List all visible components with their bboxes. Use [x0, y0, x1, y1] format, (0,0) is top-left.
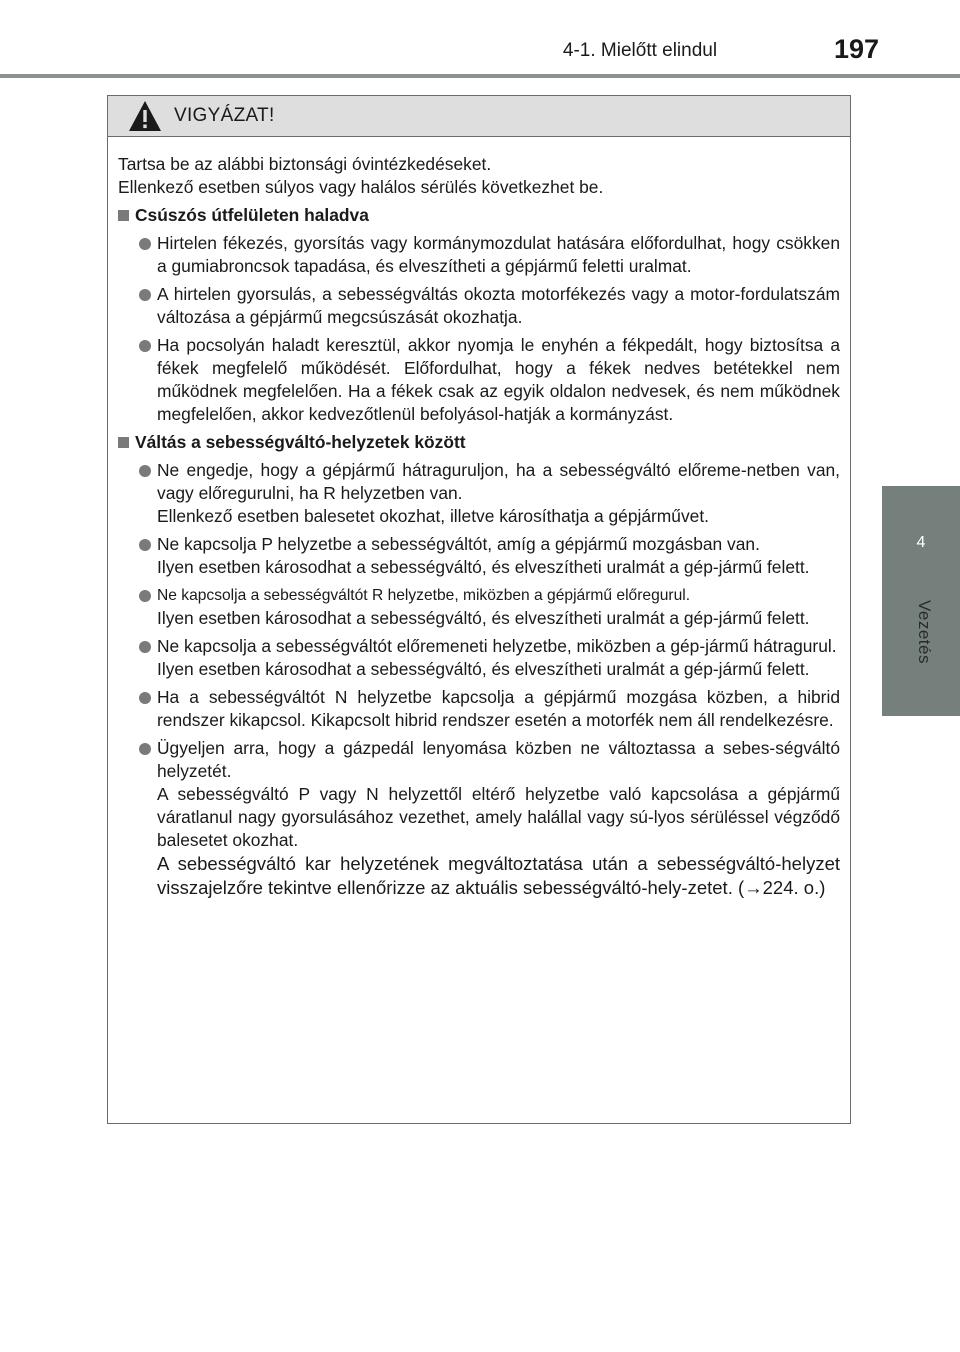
item-text: Hirtelen fékezés, gyorsítás vagy kormánymozdulat hatására előfordulhat, hogy csökken a gumiabroncsok tapadása, és elveszítheti a gépjármű feletti uralmat.: [157, 233, 840, 276]
item-note: Ilyen esetben károsodhat a sebességváltó, és elveszítheti uralmát a gép-jármű felett.: [157, 659, 810, 679]
item-text: Ne kapcsolja a sebességváltót előremeneti helyzetbe, miközben a gép-jármű hátragurul.: [157, 636, 837, 656]
list-item: [118, 635, 840, 681]
square-bullet-icon: [118, 210, 129, 221]
bullet-icon: [139, 590, 151, 602]
warning-box: [107, 95, 851, 1124]
chapter-number: 4: [916, 534, 926, 551]
list-item: [118, 737, 840, 852]
square-bullet-icon: [118, 437, 129, 448]
warning-title: VIGYÁZAT!: [174, 105, 275, 126]
bullet-icon: [139, 539, 151, 551]
item-note: A sebességváltó P vagy N helyzettől eltérő helyzetbe való kapcsolása a gépjármű váratlanul nagy gyorsulásához vezethet, amely halállal vagy sú-lyos sérüléssel végződő balesetet okozhat.: [157, 784, 840, 850]
item-text: Ne kapcsolja P helyzetbe a sebességváltót, amíg a gépjármű mozgásban van.: [157, 534, 760, 554]
warning-body: [108, 137, 850, 900]
item-note: Ilyen esetben károsodhat a sebességváltó, és elveszítheti uralmát a gép-jármű felett.: [157, 608, 810, 628]
section-heading: Csúszós útfelületen haladva: [118, 204, 840, 227]
bullet-icon: [139, 692, 151, 704]
intro-line: Ellenkező esetben súlyos vagy halálos sérülés következhet be.: [118, 177, 604, 197]
list-item: [118, 232, 840, 278]
bullet-icon: [139, 465, 151, 477]
bullet-icon: [139, 641, 151, 653]
section-heading: Váltás a sebességváltó-helyzetek között: [118, 431, 840, 454]
page-number: 197: [834, 34, 880, 64]
bullet-icon: [139, 340, 151, 352]
bullet-icon: [139, 743, 151, 755]
list-item: [118, 334, 840, 426]
list-item: [118, 533, 840, 579]
closing-text: A sebességváltó kar helyzetének megváltoztatása után a sebességváltó-helyzet visszajelzőre tekintve ellenőrizze az aktuális sebességváltó-hely-zetet. (→224. o.): [157, 853, 840, 898]
list-item: [118, 459, 840, 528]
item-text: Ne engedje, hogy a gépjármű hátraguruljon, ha a sebességváltó előreme-netben van, vagy előregurulni, ha R helyzetben van.: [157, 460, 840, 503]
intro-line: Tartsa be az alábbi biztonsági óvintézkedéseket.: [118, 154, 492, 174]
chapter-label: Vezetés: [915, 600, 934, 664]
warning-triangle-icon: [128, 100, 162, 132]
item-text: Ügyeljen arra, hogy a gázpedál lenyomása közben ne változtassa a sebes-ségváltó helyzetét.: [157, 738, 840, 781]
list-item: [118, 686, 840, 732]
warning-header: [108, 96, 850, 137]
bullet-icon: [139, 289, 151, 301]
item-text: Ha a sebességváltót N helyzetbe kapcsolja a gépjármű mozgása közben, a hibrid rendszer kikapcsol. Kikapcsolt hibrid rendszer esetén a motorfék nem áll rendelkezésre.: [157, 687, 840, 730]
item-note: Ellenkező esetben balesetet okozhat, illetve károsíthatja a gépjárművet.: [157, 506, 709, 526]
section-title: 4-1. Mielőtt elindul: [562, 40, 718, 61]
bullet-icon: [139, 238, 151, 250]
item-text: Ha pocsolyán haladt keresztül, akkor nyomja le enyhén a fékpedált, hogy biztosítsa a fékek megfelelő működését. Előfordulhat, hogy a fékek nedves betétekkel nem működnek megfelelően. Ha a fékek csak az egyik oldalon nedvesek, és nem működnek megfelelően, akkor kedvezőtlenül befolyásol-hatják a kormányzást.: [157, 335, 840, 424]
header-rule: [0, 74, 960, 78]
item-text: A hirtelen gyorsulás, a sebességváltás okozta motorfékezés vagy a motor-fordulatszám változása a gépjármű megcsúszását okozhatja.: [157, 284, 840, 327]
item-text: Ne kapcsolja a sebességváltót R helyzetbe, miközben a gépjármű előregurul.: [157, 587, 691, 604]
list-item: [118, 283, 840, 329]
list-item: [118, 584, 840, 630]
item-note: Ilyen esetben károsodhat a sebességváltó, és elveszítheti uralmát a gép-jármű felett.: [157, 557, 810, 577]
